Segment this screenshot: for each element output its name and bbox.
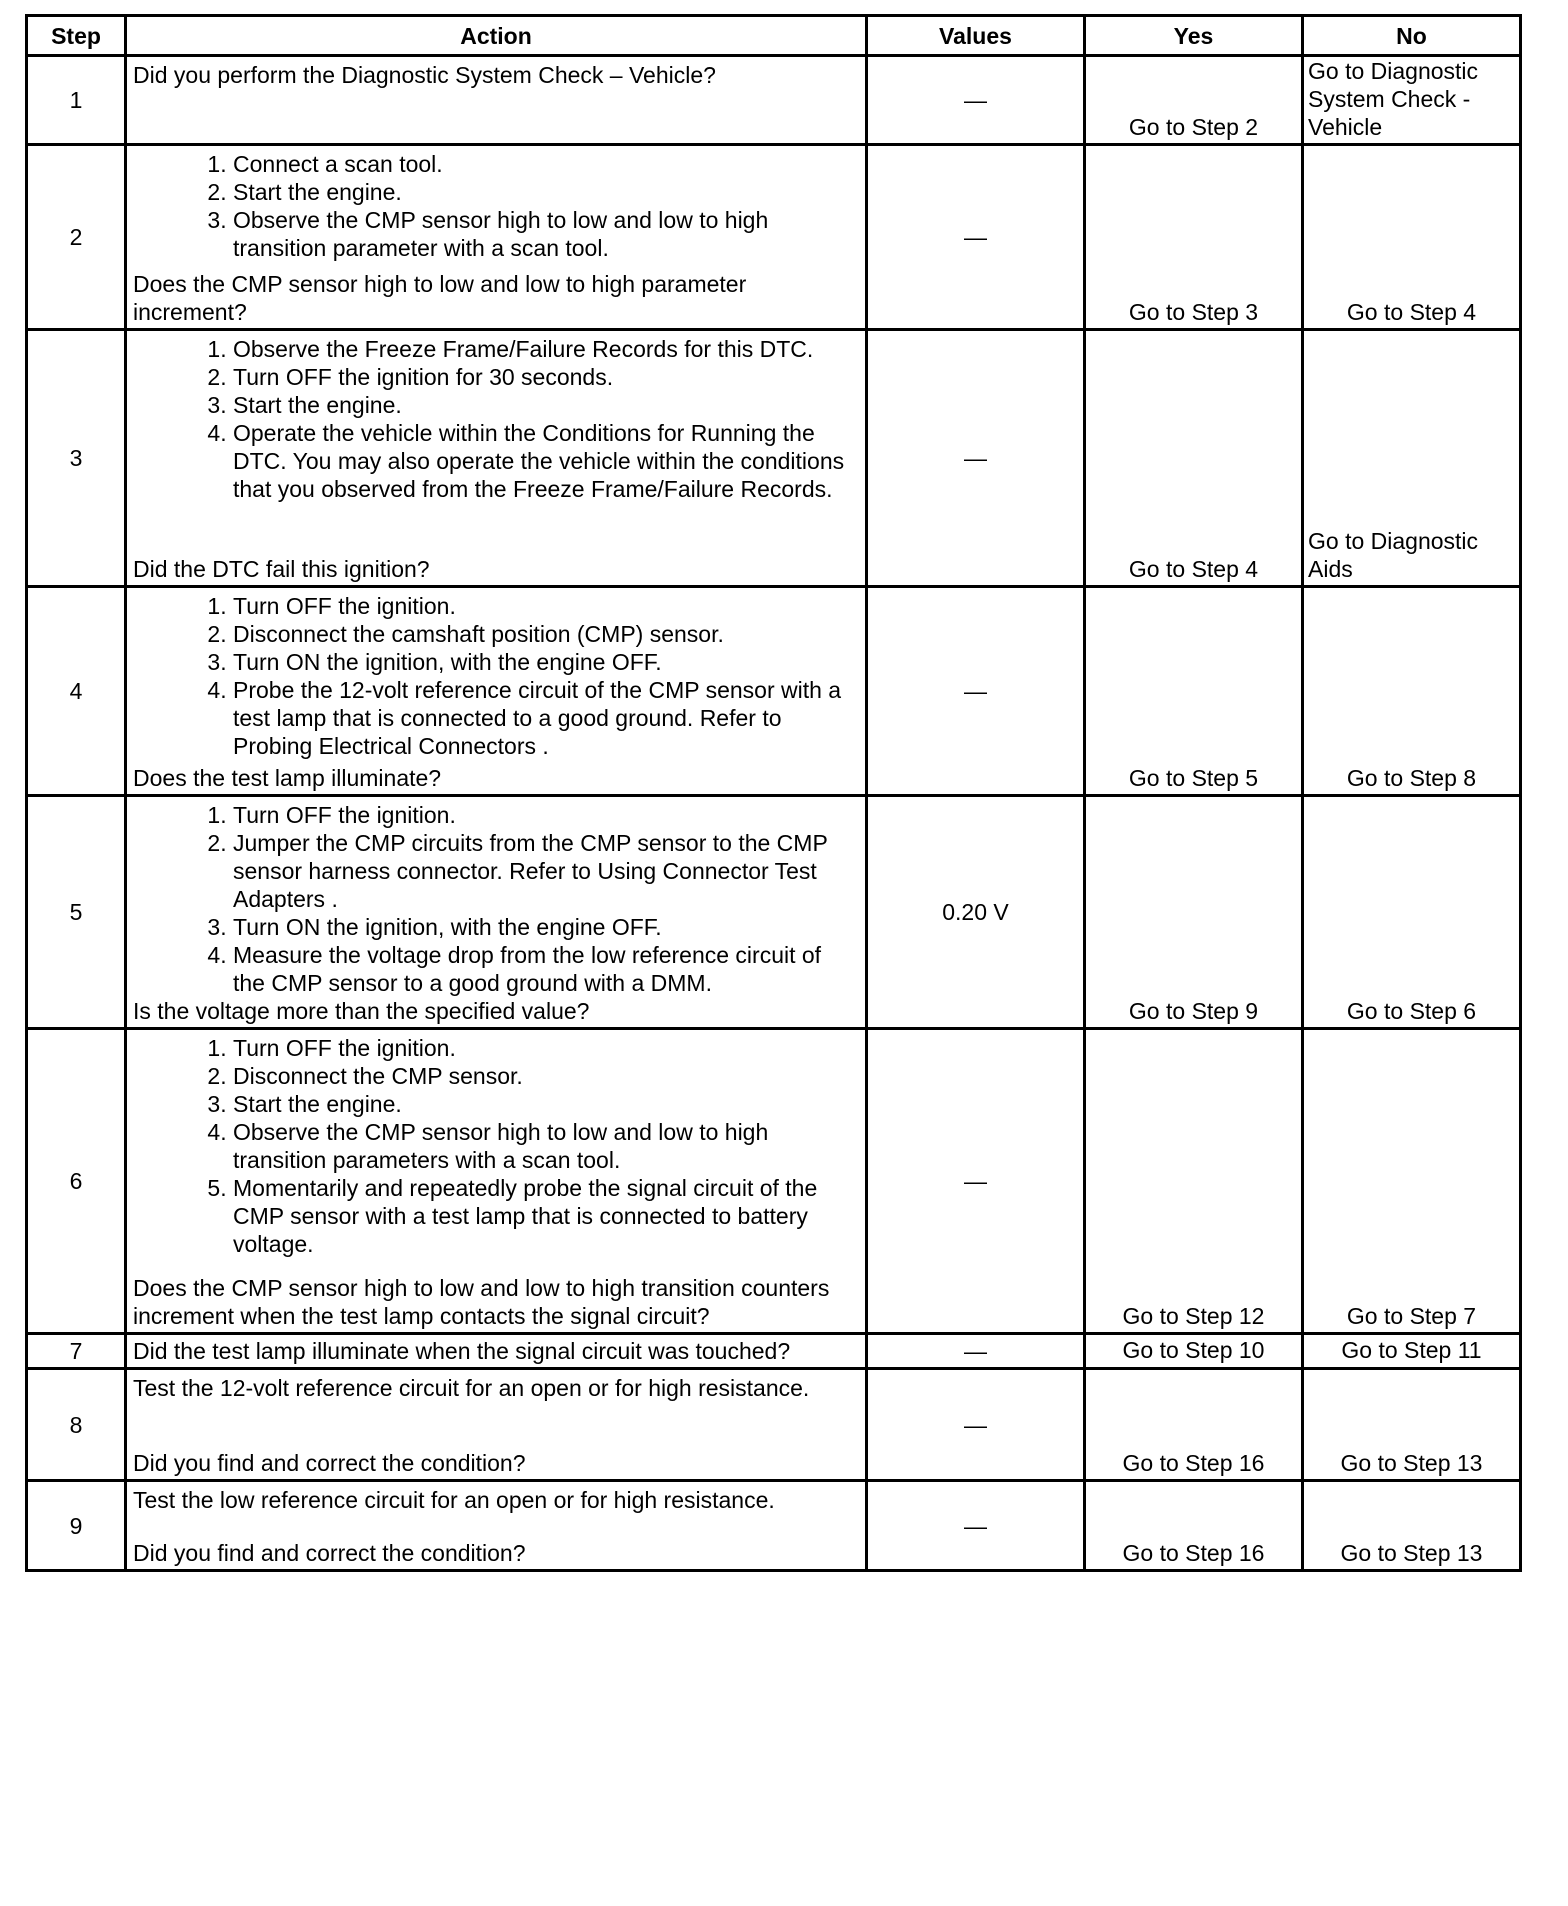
action-step: 1. Turn OFF the ignition. xyxy=(233,592,859,620)
action-step: 1. Turn OFF the ignition. xyxy=(233,801,859,829)
action-question: Did the DTC fail this ignition? xyxy=(133,556,430,582)
action-instruction: Test the low reference circuit for an open or for high resistance. xyxy=(133,1487,775,1513)
header-values: Values xyxy=(867,16,1085,56)
action-step: 2. Disconnect the camshaft position (CMP) sensor. xyxy=(233,620,859,648)
step-number: 7 xyxy=(27,1334,126,1369)
action-step: 2. Turn OFF the ignition for 30 seconds. xyxy=(233,363,859,391)
table-row xyxy=(27,1369,1521,1481)
no-cell: Go to Step 11 xyxy=(1303,1334,1521,1369)
action-instruction: Test the 12-volt reference circuit for an open or for high resistance. xyxy=(133,1375,810,1401)
action-step: 1. Connect a scan tool. xyxy=(233,150,859,178)
action-steps xyxy=(133,335,859,503)
action-cell xyxy=(126,587,867,796)
action-cell xyxy=(126,1334,867,1369)
action-cell xyxy=(126,1029,867,1334)
action-step: 1. Observe the Freeze Frame/Failure Records for this DTC. xyxy=(233,335,859,363)
no-cell: Go to Step 8 xyxy=(1303,587,1521,796)
value-cell: — xyxy=(867,587,1085,796)
yes-cell: Go to Step 12 xyxy=(1085,1029,1303,1334)
action-steps xyxy=(133,1034,859,1258)
action-step: 3. Observe the CMP sensor high to low and low to high transition parameter with a scan tool. xyxy=(233,206,859,262)
table-row xyxy=(27,1334,1521,1369)
header-step: Step xyxy=(27,16,126,56)
header-action: Action xyxy=(126,16,867,56)
no-cell: Go to Step 6 xyxy=(1303,796,1521,1029)
header-row xyxy=(27,16,1521,56)
yes-cell: Go to Step 5 xyxy=(1085,587,1303,796)
header-yes: Yes xyxy=(1085,16,1303,56)
yes-cell: Go to Step 16 xyxy=(1085,1481,1303,1571)
no-cell: Go to Diagnostic System Check - Vehicle xyxy=(1303,56,1521,145)
action-step: 4. Operate the vehicle within the Conditions for Running the DTC. You may also operate the vehicle within the conditions that you observed from the Freeze Frame/Failure Records. xyxy=(233,419,859,503)
yes-cell: Go to Step 4 xyxy=(1085,330,1303,587)
action-step: 2. Disconnect the CMP sensor. xyxy=(233,1062,859,1090)
value-cell: — xyxy=(867,145,1085,330)
yes-cell: Go to Step 9 xyxy=(1085,796,1303,1029)
yes-cell: Go to Step 16 xyxy=(1085,1369,1303,1481)
no-cell: Go to Step 4 xyxy=(1303,145,1521,330)
yes-cell: Go to Step 2 xyxy=(1085,56,1303,145)
action-cell xyxy=(126,796,867,1029)
action-cell xyxy=(126,56,867,145)
action-cell xyxy=(126,330,867,587)
action-question: Is the voltage more than the specified value? xyxy=(133,998,590,1024)
yes-cell: Go to Step 10 xyxy=(1085,1334,1303,1369)
table-row xyxy=(27,145,1521,330)
table-row xyxy=(27,1481,1521,1571)
table-row xyxy=(27,330,1521,587)
step-number: 1 xyxy=(27,56,126,145)
value-cell: — xyxy=(867,330,1085,587)
table-row xyxy=(27,796,1521,1029)
step-number: 5 xyxy=(27,796,126,1029)
action-cell xyxy=(126,145,867,330)
step-number: 3 xyxy=(27,330,126,587)
table-row xyxy=(27,1029,1521,1334)
action-step: 4. Measure the voltage drop from the low reference circuit of the CMP sensor to a good ground with a DMM. xyxy=(233,941,859,997)
action-step: 4. Observe the CMP sensor high to low and low to high transition parameters with a scan tool. xyxy=(233,1118,859,1174)
table-row xyxy=(27,587,1521,796)
value-cell: — xyxy=(867,1334,1085,1369)
value-cell: — xyxy=(867,1369,1085,1481)
step-number: 4 xyxy=(27,587,126,796)
header-no: No xyxy=(1303,16,1521,56)
action-steps xyxy=(133,801,859,997)
action-steps xyxy=(133,150,859,262)
action-step: 2. Jumper the CMP circuits from the CMP sensor to the CMP sensor harness connector. Refer to Using Connector Test Adapters . xyxy=(233,829,859,913)
value-cell: 0.20 V xyxy=(867,796,1085,1029)
step-number: 9 xyxy=(27,1481,126,1571)
table-row xyxy=(27,56,1521,145)
action-step: 3. Turn ON the ignition, with the engine OFF. xyxy=(233,648,859,676)
no-cell: Go to Diagnostic Aids xyxy=(1303,330,1521,587)
no-cell: Go to Step 7 xyxy=(1303,1029,1521,1334)
value-cell: — xyxy=(867,1029,1085,1334)
step-number: 6 xyxy=(27,1029,126,1334)
action-cell xyxy=(126,1369,867,1481)
action-question: Did the test lamp illuminate when the signal circuit was touched? xyxy=(133,1338,791,1364)
action-step: 3. Start the engine. xyxy=(233,1090,859,1118)
yes-cell: Go to Step 3 xyxy=(1085,145,1303,330)
action-question: Did you perform the Diagnostic System Check – Vehicle? xyxy=(133,62,716,88)
action-cell xyxy=(126,1481,867,1571)
value-cell: — xyxy=(867,1481,1085,1571)
action-question: Does the test lamp illuminate? xyxy=(133,765,442,791)
action-step: 2. Start the engine. xyxy=(233,178,859,206)
step-number: 8 xyxy=(27,1369,126,1481)
action-question: Did you find and correct the condition? xyxy=(133,1450,526,1476)
diagnostic-table xyxy=(25,14,1522,1572)
action-step: 4. Probe the 12-volt reference circuit of the CMP sensor with a test lamp that is connected to a good ground. Refer to Probing Electrical Connectors . xyxy=(233,676,859,760)
action-steps xyxy=(133,592,859,760)
step-number: 2 xyxy=(27,145,126,330)
action-step: 5. Momentarily and repeatedly probe the signal circuit of the CMP sensor with a test lamp that is connected to battery voltage. xyxy=(233,1174,859,1258)
value-cell: — xyxy=(867,56,1085,145)
action-question: Does the CMP sensor high to low and low to high transition counters increment when the test lamp contacts the signal circuit? xyxy=(133,1275,830,1329)
action-step: 1. Turn OFF the ignition. xyxy=(233,1034,859,1062)
action-step: 3. Start the engine. xyxy=(233,391,859,419)
no-cell: Go to Step 13 xyxy=(1303,1369,1521,1481)
no-cell: Go to Step 13 xyxy=(1303,1481,1521,1571)
action-question: Does the CMP sensor high to low and low to high parameter increment? xyxy=(133,271,747,325)
action-question: Did you find and correct the condition? xyxy=(133,1540,526,1566)
action-step: 3. Turn ON the ignition, with the engine OFF. xyxy=(233,913,859,941)
